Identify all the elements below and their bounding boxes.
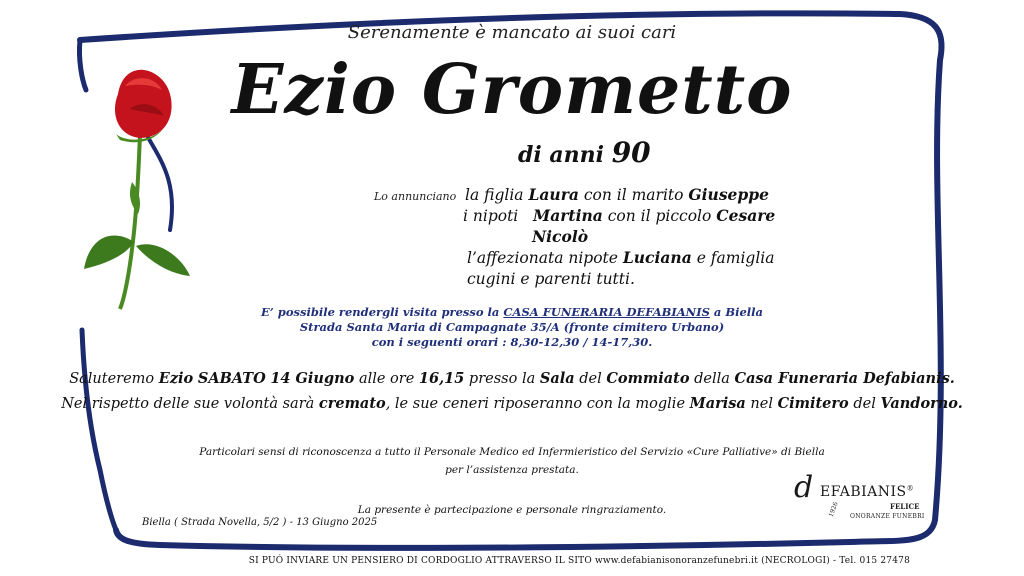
family-member-name: Laura [528, 185, 579, 204]
intro-line: Serenamente è mancato ai suoi cari [347, 22, 677, 43]
logo-text: EFABIANIS® [820, 484, 915, 500]
deceased-name: Ezio Grometto [231, 50, 793, 130]
age-prefix: di anni [518, 142, 605, 168]
family-line [532, 226, 588, 248]
footer-contact: SI PUÓ INVIARE UN PENSIERO DI CORDOGLIO ATTRAVERSO IL SITO www.defabianisonoranzefunebri.it (NECROLOGI) - Tel. 015 27478 [248, 556, 910, 566]
logo-sub-onoranze: ONORANZE FUNEBRI [850, 513, 925, 520]
logo-sub-felice: FELICE [890, 502, 920, 511]
logo-initial: d [794, 470, 814, 505]
family-text: la figlia [465, 186, 524, 204]
closing-line: La presente è partecipazione e personale ringraziamento. [357, 504, 667, 516]
ceremony-line-2: Nel rispetto delle sue volontà sarà cremato, le sue ceneri riposeranno con la moglie Marisa nel Cimitero del Vandorno. [61, 395, 963, 412]
family-member-name: Cesare [716, 206, 776, 225]
logo-year: 1926 [827, 501, 840, 518]
family-member-name: Giuseppe [688, 185, 769, 204]
visit-line-1 [0, 305, 1024, 320]
visit-line-2: Strada Santa Maria di Campagnate 35/A (fronte cimitero Urbano) [299, 320, 725, 334]
announcers-label: Lo annunciano [374, 190, 457, 203]
family-member-name: Martina [533, 206, 603, 225]
funeral-home-name: CASA FUNERARIA DEFABIANIS [503, 305, 710, 319]
family-text: l’affezionata nipote [467, 249, 618, 267]
family-line [467, 247, 775, 269]
age-value: 90 [611, 136, 651, 169]
family-line [467, 268, 635, 290]
family-line [465, 184, 769, 206]
family-text: e famiglia [696, 249, 775, 267]
ceremony-line-1: Saluteremo Ezio SABATO 14 Giugno alle ore 16,15 presso la Sala del Commiato della Casa Funeraria Defabianis. [69, 370, 955, 387]
visit-line-3: con i seguenti orari : 8,30-12,30 / 14-17,30. [371, 335, 653, 349]
family-text: con il marito [583, 186, 684, 204]
family-text: i nipoti [463, 207, 519, 225]
family-line [463, 205, 775, 227]
thanks-line-1: Particolari sensi di riconoscenza a tutto il Personale Medico ed Infermieristico del Servizio «Cure Palliative» di Biella [199, 446, 825, 458]
family-member-name: Nicolò [532, 227, 589, 246]
funeral-home-logo [792, 458, 942, 524]
thanks-line-2: per l’assistenza prestata. [445, 464, 579, 476]
place-date: Biella ( Strada Novella, 5/2 ) - 13 Giugno 2025 [142, 517, 378, 528]
family-text: con il piccolo [607, 207, 712, 225]
family-text: cugini e parenti tutti. [467, 270, 635, 288]
family-member-name: Luciana [622, 248, 692, 267]
visit-text: a Biella [713, 305, 763, 319]
visit-text: E’ possibile rendergli visita presso la [261, 305, 500, 319]
age-line [518, 136, 651, 169]
